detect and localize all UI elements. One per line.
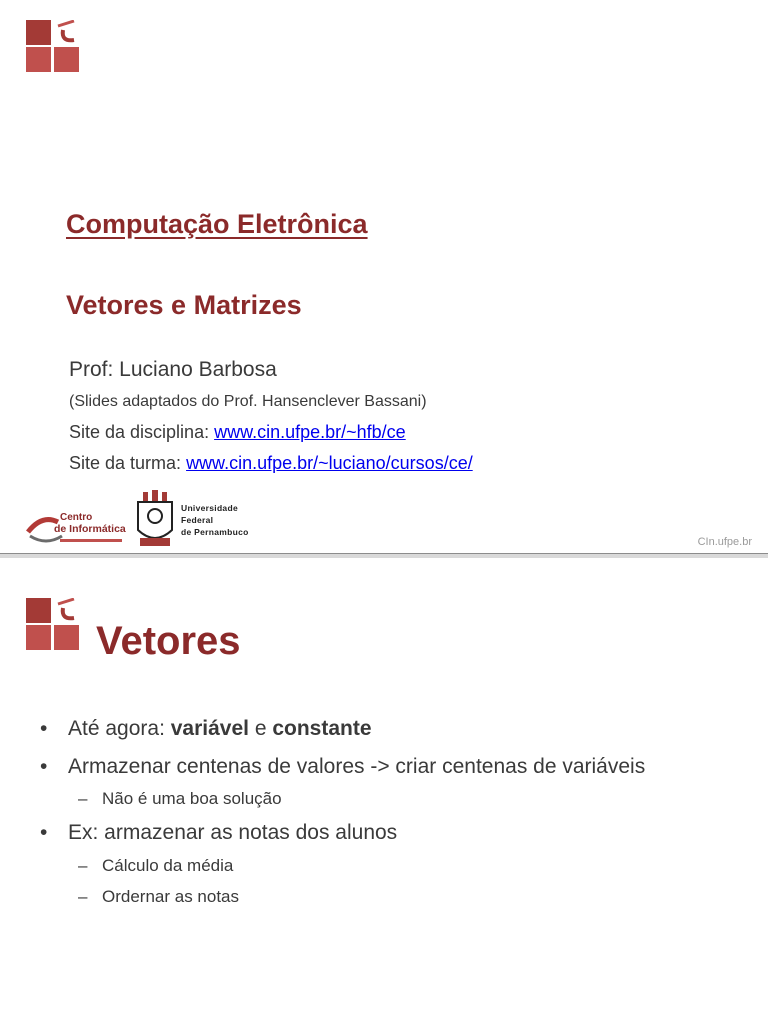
bullet-item: • Armazenar centenas de valores -> criar centenas de variáveis bbox=[40, 755, 646, 778]
sub-bullet-item: – Não é uma boa solução bbox=[78, 789, 282, 808]
sub-bullet-item: – Cálculo da média bbox=[78, 856, 234, 875]
slide-separator-line bbox=[0, 553, 768, 554]
bullet-item: • Até agora: variável e constante bbox=[40, 717, 372, 740]
bullet-icon: • bbox=[40, 755, 48, 778]
professor-name: Prof: Luciano Barbosa bbox=[69, 358, 277, 381]
cin-footer-logo bbox=[24, 506, 124, 548]
class-site-line: Site da turma: www.cin.ufpe.br/~luciano/cursos/ce/ bbox=[69, 453, 473, 473]
cin-logo-text-2: de Informática bbox=[54, 523, 126, 535]
cin-logo-text-1: Centro bbox=[60, 512, 93, 523]
course-site-link[interactable]: www.cin.ufpe.br/~hfb/ce bbox=[214, 422, 406, 442]
bullet-item: • Ex: armazenar as notas dos alunos bbox=[40, 821, 398, 844]
dash-icon: – bbox=[78, 856, 88, 875]
slide-heading: Vetores bbox=[96, 619, 241, 663]
credit-note: (Slides adaptados do Prof. Hansenclever Bassani) bbox=[69, 393, 427, 410]
dash-icon: – bbox=[78, 887, 88, 906]
footer-url: CIn.ufpe.br bbox=[697, 536, 752, 548]
dash-icon: – bbox=[78, 789, 88, 808]
cin-logo-icon bbox=[26, 598, 82, 654]
sub-bullet-item: – Ordernar as notas bbox=[78, 887, 240, 906]
cin-logo-icon bbox=[26, 20, 82, 76]
topic-title: Vetores e Matrizes bbox=[66, 290, 302, 320]
course-title: Computação Eletrônica bbox=[66, 209, 368, 239]
course-site-line: Site da disciplina: www.cin.ufpe.br/~hfb/ce bbox=[69, 422, 406, 442]
class-site-link[interactable]: www.cin.ufpe.br/~luciano/cursos/ce/ bbox=[186, 453, 473, 473]
bullet-icon: • bbox=[40, 717, 48, 740]
ufpe-crest-icon bbox=[135, 490, 175, 550]
ufpe-name: Universidade Federal de Pernambuco bbox=[181, 503, 249, 537]
bullet-icon: • bbox=[40, 821, 48, 844]
